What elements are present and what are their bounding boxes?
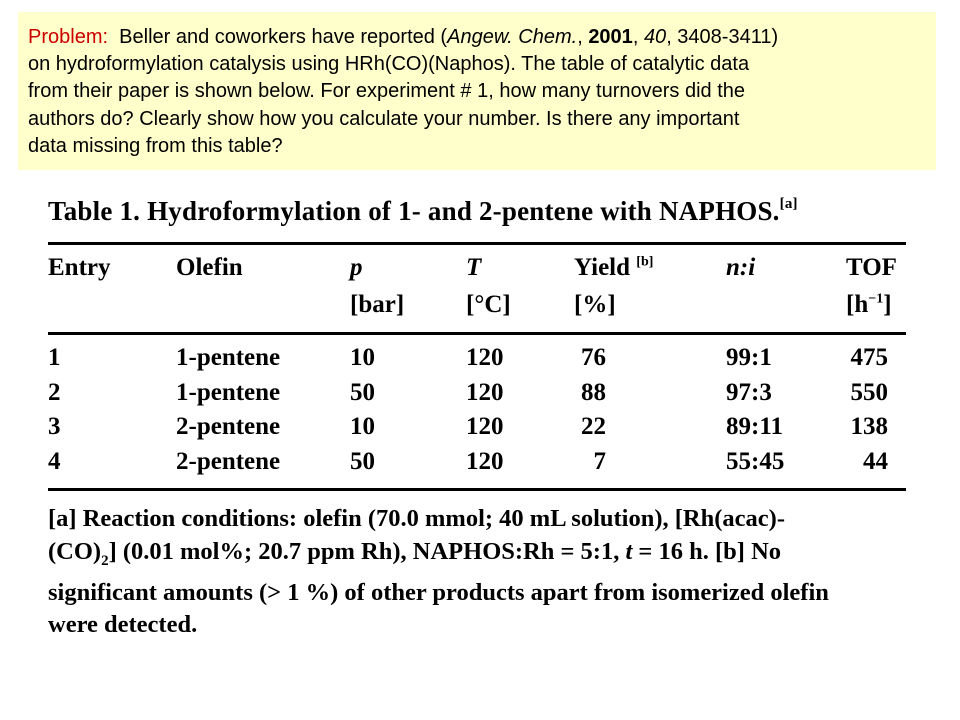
cell-pressure: 50 [350, 447, 375, 475]
cell-n-i-ratio: 97:3 [726, 378, 772, 406]
table-title [48, 196, 798, 227]
unit-tof-exponent: −1 [868, 291, 884, 307]
footnote-loading: ] (0.01 mol%; 20.7 ppm Rh), NAPHOS:Rh = 5:1, [108, 537, 626, 565]
table-title-text: Table 1. Hydroformylation of 1- and 2-pentene with NAPHOS. [48, 196, 780, 226]
footnote-co: (CO) [48, 537, 102, 565]
cell-olefin: 2-pentene [176, 447, 281, 475]
unit-yield: [%] [574, 291, 616, 318]
table-header-rule [48, 332, 906, 335]
cell-tof: 550 [850, 378, 888, 406]
cell-olefin: 1-pentene [176, 378, 281, 406]
cell-yield: 22 [581, 413, 606, 440]
cell-temperature: 120 [466, 413, 504, 440]
cell-tof: 475 [850, 344, 888, 371]
table-title-footnote-mark: [a] [779, 196, 798, 212]
table-footnote [48, 503, 910, 642]
footnote-co-subscript: 2 [101, 552, 109, 569]
header-yield-footnote-mark: [b] [636, 254, 654, 270]
cell-olefin: 2-pentene [176, 413, 281, 440]
header-pressure: p [350, 254, 363, 281]
cell-tof: 44 [863, 447, 888, 475]
unit-tof-open: [h [846, 291, 869, 318]
separator: , [632, 26, 644, 48]
header-entry: Entry [48, 254, 111, 281]
problem-statement [18, 12, 936, 170]
header-n-i-ratio: n:i [726, 254, 756, 281]
cell-entry: 4 [48, 447, 61, 475]
problem-intro: Beller and coworkers have reported ( [119, 26, 448, 48]
cell-olefin: 1-pentene [176, 344, 281, 371]
cell-temperature: 120 [466, 378, 504, 406]
journal-pages: , 3408-3411) [666, 26, 779, 48]
cell-temperature: 120 [466, 344, 504, 371]
journal-year: 2001 [588, 26, 633, 48]
journal-volume: 40 [643, 26, 667, 48]
problem-line-5: data missing from this table? [28, 134, 283, 157]
journal-name: Angew. Chem. [447, 26, 578, 48]
footnote-line-4: were detected. [48, 611, 198, 639]
cell-entry: 3 [48, 413, 61, 440]
problem-line-4: authors do? Clearly show how you calculate your number. Is there any important [28, 107, 740, 130]
unit-tof [846, 291, 892, 319]
header-temperature: T [466, 254, 482, 281]
cell-yield: 7 [593, 447, 606, 475]
footnote-line-2 [48, 536, 910, 577]
cell-pressure: 50 [350, 378, 375, 406]
footnote-line-1: [a] Reaction conditions: olefin (70.0 mmol; 40 mL solution), [Rh(acac)- [48, 505, 785, 532]
cell-n-i-ratio: 55:45 [726, 447, 785, 475]
header-tof: TOF [846, 254, 897, 281]
table-bottom-rule [48, 488, 906, 491]
header-yield-text: Yield [574, 254, 631, 281]
cell-n-i-ratio: 89:11 [726, 413, 783, 440]
footnote-time-symbol: t [625, 537, 633, 565]
table-top-rule [48, 242, 906, 245]
cell-entry: 1 [48, 344, 61, 371]
unit-pressure: [bar] [350, 291, 405, 318]
footnote-time: = 16 h. [b] No [632, 537, 782, 565]
header-yield [574, 254, 653, 282]
problem-line-3: from their paper is shown below. For experiment # 1, how many turnovers did the [28, 80, 746, 103]
problem-line-2: on hydroformylation catalysis using HRh(CO)(Naphos). The table of catalytic data [28, 53, 750, 76]
cell-n-i-ratio: 99:1 [726, 344, 772, 371]
cell-temperature: 120 [466, 447, 504, 475]
cell-yield: 88 [581, 378, 606, 406]
header-olefin: Olefin [176, 254, 243, 281]
cell-tof: 138 [850, 413, 888, 440]
unit-temperature: [°C] [466, 291, 511, 318]
footnote-line-3: significant amounts (> 1 %) of other products apart from isomerized olefin [48, 578, 829, 606]
cell-entry: 2 [48, 378, 61, 406]
problem-line-1 [28, 24, 926, 51]
cell-yield: 76 [581, 344, 606, 371]
separator: , [577, 26, 589, 48]
unit-tof-close: ] [883, 291, 892, 318]
cell-pressure: 10 [350, 344, 375, 371]
problem-label: Problem: [28, 26, 109, 48]
cell-pressure: 10 [350, 413, 375, 440]
